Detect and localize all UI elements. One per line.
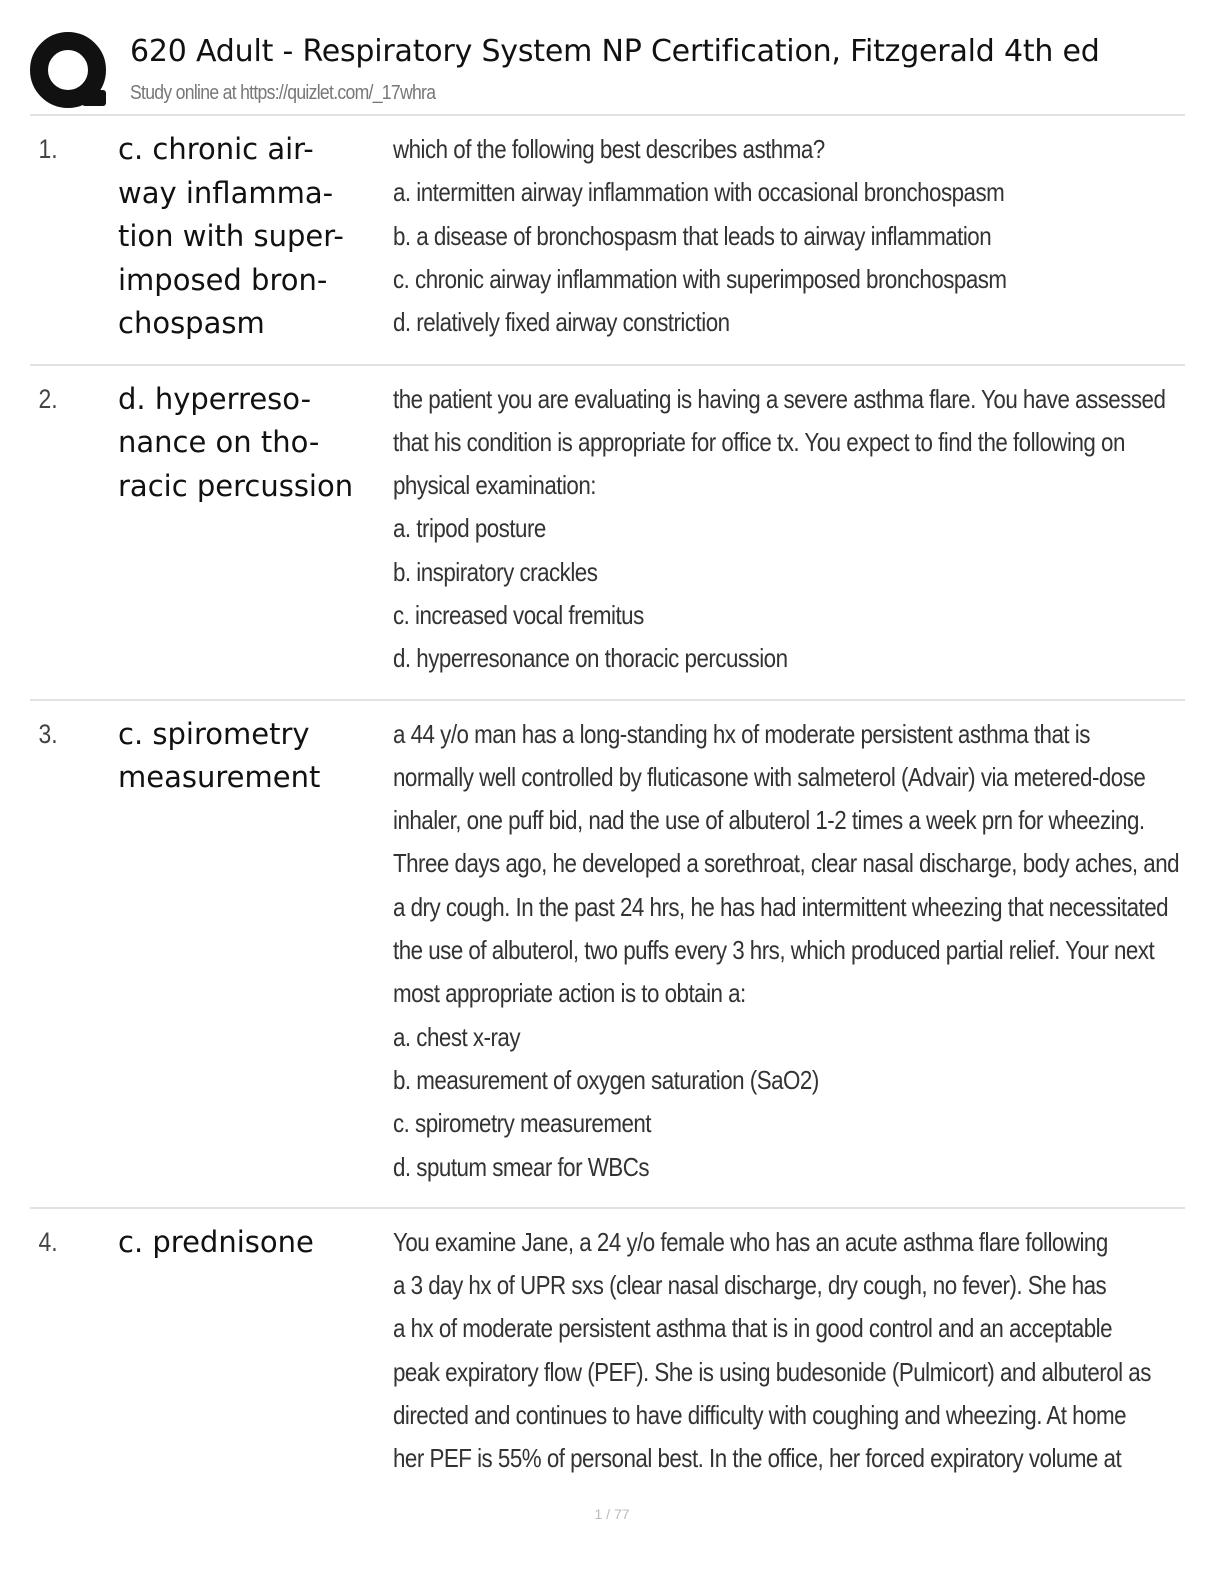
- definition-line: a dry cough. In the past 24 hrs, he has had intermittent wheezing that necessitated: [393, 891, 1169, 922]
- definition-line: the patient you are evaluating is having a severe asthma flare. You have assessed: [393, 383, 1166, 414]
- definition-line: that his condition is appropriate for office tx. You expect to find the following on: [393, 426, 1125, 457]
- definition-line: c. chronic airway inflammation with superimposed bronchospasm: [393, 263, 1007, 294]
- term-line: imposed bron-: [118, 262, 328, 297]
- term-line: way inflamma-: [118, 175, 334, 210]
- card-term: [118, 128, 393, 346]
- quizlet-logo-icon: [30, 32, 110, 112]
- document-header: [30, 28, 1185, 116]
- definition-line: a. tripod posture: [393, 513, 546, 544]
- card-number: 3.: [38, 718, 58, 749]
- definition-line: a 44 y/o man has a long-standing hx of moderate persistent asthma that is: [393, 718, 1090, 749]
- definition-line: a. intermitten airway inflammation with occasional bronchospasm: [393, 177, 1005, 208]
- definition-line: a hx of moderate persistent asthma that is in good control and an acceptable: [393, 1313, 1113, 1344]
- flashcard-row: [30, 701, 1185, 1209]
- card-definition: [393, 378, 1224, 681]
- definition-line: a. chest x-ray: [393, 1021, 520, 1052]
- definition-line: inhaler, one puff bid, nad the use of albuterol 1-2 times a week prn for wheezing.: [393, 805, 1145, 836]
- definition-line: c. spirometry measurement: [393, 1108, 651, 1139]
- definition-line: Three days ago, he developed a sorethroat, clear nasal discharge, body aches, and: [393, 848, 1180, 879]
- term-line: c. prednisone: [118, 1224, 314, 1259]
- term-line: d. hyperreso-: [118, 381, 312, 416]
- definition-line: which of the following best describes asthma?: [393, 134, 825, 164]
- card-term: [118, 713, 393, 1189]
- flashcard-row: [30, 116, 1185, 366]
- definition-line: c. increased vocal fremitus: [393, 599, 644, 630]
- study-online-link[interactable]: Study online at https://quizlet.com/_17whra: [130, 82, 436, 104]
- term-line: chospasm: [118, 306, 265, 340]
- term-line: tion with super-: [118, 219, 344, 253]
- card-term: [118, 1221, 393, 1481]
- page-number: 1 / 77: [594, 1506, 630, 1522]
- definition-line: directed and continues to have difficulty with coughing and wheezing. At home: [393, 1400, 1127, 1431]
- card-number: 2.: [38, 383, 58, 414]
- definition-line: most appropriate action is to obtain a:: [393, 978, 746, 1009]
- card-definition: [393, 713, 1224, 1189]
- card-number: 1.: [38, 134, 58, 164]
- definition-line: peak expiratory flow (PEF). She is using budesonide (Pulmicort) and albuterol as: [393, 1356, 1151, 1387]
- term-line: measurement: [118, 760, 321, 795]
- flashcard-row: [30, 366, 1185, 701]
- term-line: nance on tho-: [118, 425, 320, 459]
- card-number: 4.: [38, 1226, 58, 1257]
- definition-line: normally well controlled by fluticasone with salmeterol (Advair) via metered-dose: [393, 761, 1146, 792]
- term-line: racic percussion: [118, 468, 354, 503]
- definition-line: her PEF is 55% of personal best. In the office, her forced expiratory volume at: [393, 1443, 1122, 1474]
- definition-line: d. hyperresonance on thoracic percussion: [393, 643, 788, 674]
- definition-line: b. measurement of oxygen saturation (SaO2): [393, 1064, 819, 1095]
- flashcard-list: [30, 116, 1185, 1499]
- term-line: c. spirometry: [118, 716, 310, 751]
- definition-line: b. inspiratory crackles: [393, 556, 598, 587]
- definition-line: You examine Jane, a 24 y/o female who has an acute asthma flare following: [393, 1226, 1108, 1257]
- definition-line: d. relatively fixed airway constriction: [393, 307, 730, 338]
- definition-line: the use of albuterol, two puffs every 3 hrs, which produced partial relief. Your next: [393, 935, 1155, 966]
- definition-line: physical examination:: [393, 470, 596, 501]
- card-definition: [393, 1221, 1224, 1481]
- card-term: [118, 378, 393, 681]
- card-definition: [393, 128, 1185, 346]
- definition-line: d. sputum smear for WBCs: [393, 1151, 650, 1182]
- term-line: c. chronic air-: [118, 132, 314, 166]
- flashcard-row: [30, 1209, 1185, 1499]
- document-title: 620 Adult - Respiratory System NP Certification, Fitzgerald 4th ed: [130, 34, 1100, 69]
- definition-line: b. a disease of bronchospasm that leads to airway inflammation: [393, 220, 992, 251]
- definition-line: a 3 day hx of UPR sxs (clear nasal discharge, dry cough, no fever). She has: [393, 1270, 1107, 1301]
